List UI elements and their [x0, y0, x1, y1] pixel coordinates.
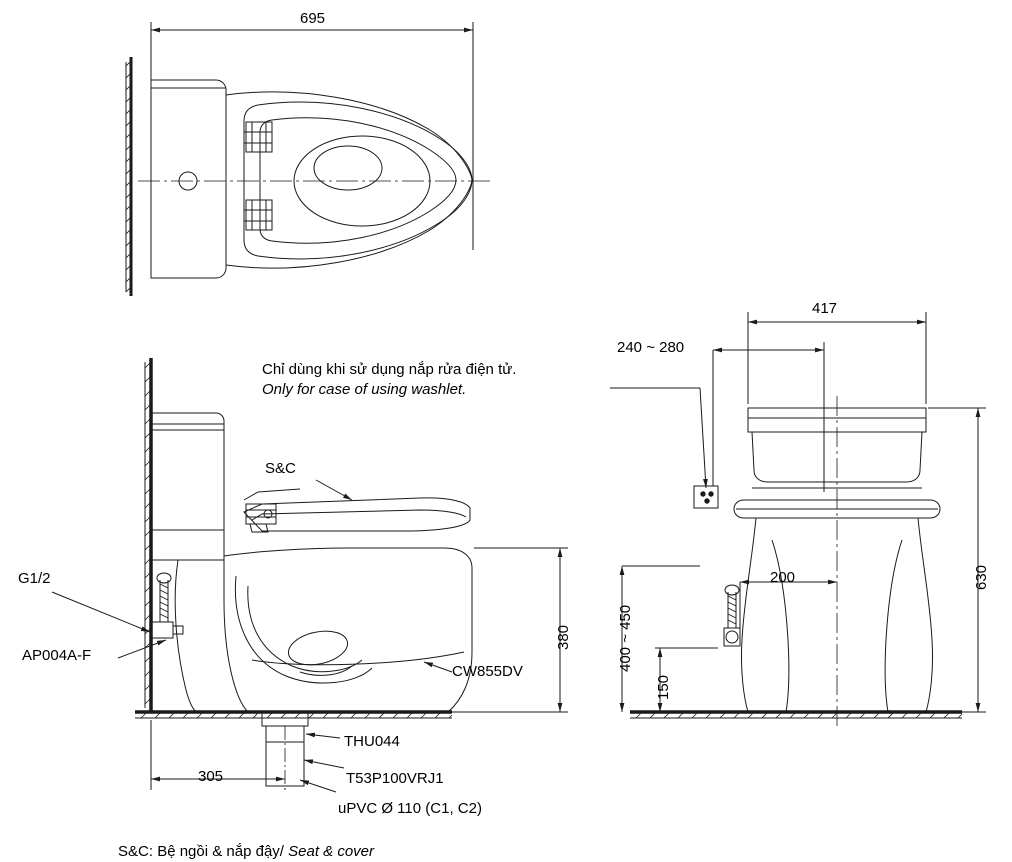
side-view-floor	[135, 712, 452, 718]
washlet-socket	[694, 486, 718, 508]
dimension-label-240-280: 240 ~ 280	[617, 339, 685, 356]
side-view-group	[52, 358, 706, 792]
dimension-label-305: 305	[198, 768, 224, 785]
legend-seat-cover	[118, 843, 374, 860]
top-dimension-695	[151, 22, 473, 250]
side-dimension-380	[452, 548, 568, 712]
front-dimension-630	[928, 408, 986, 712]
callout-bowl-model: CW855DV	[452, 663, 523, 680]
dimension-label-630: 630	[973, 564, 990, 590]
legend-prefix: S&C:	[118, 843, 158, 860]
dimension-label-380: 380	[555, 624, 572, 650]
washlet-note	[262, 360, 516, 401]
dimension-label-417: 417	[812, 300, 838, 317]
front-dimension-417	[748, 312, 926, 404]
top-view-wall	[126, 57, 131, 296]
front-dimension-200	[740, 582, 837, 628]
legend-en: Seat & cover	[288, 843, 375, 860]
front-angle-valve	[724, 585, 740, 646]
front-view-group	[622, 312, 986, 726]
top-view-group	[126, 22, 492, 296]
side-angle-valve	[151, 573, 183, 638]
callout-trap-pipe: T53P100VRJ1	[346, 770, 444, 787]
callout-seat-cover: S&C	[265, 460, 296, 477]
legend-vi: Bệ ngồi & nắp đậy/	[157, 843, 289, 860]
dimension-label-150: 150	[655, 674, 672, 700]
side-view-wall	[145, 358, 151, 712]
front-view-floor	[630, 712, 962, 718]
dimension-label-200: 200	[770, 569, 796, 586]
callout-angle-valve: AP004A-F	[22, 647, 92, 664]
washlet-note-vi: Chỉ dùng khi sử dụng nắp rửa điện tử.	[262, 361, 517, 378]
seat-hinges	[244, 122, 272, 230]
washlet-note-en: Only for case of using washlet.	[262, 381, 467, 399]
dimension-label-695: 695	[300, 10, 326, 27]
dimension-label-400-450: 400 ~ 450	[617, 604, 634, 672]
callout-floor-flange: THU044	[344, 733, 400, 750]
side-drain-assembly	[262, 712, 308, 786]
callout-supply-valve: G1/2	[18, 570, 51, 587]
front-dimension-240-280	[713, 342, 824, 492]
callout-drain-pipe: uPVC Ø 110 (C1, C2)	[338, 800, 482, 817]
